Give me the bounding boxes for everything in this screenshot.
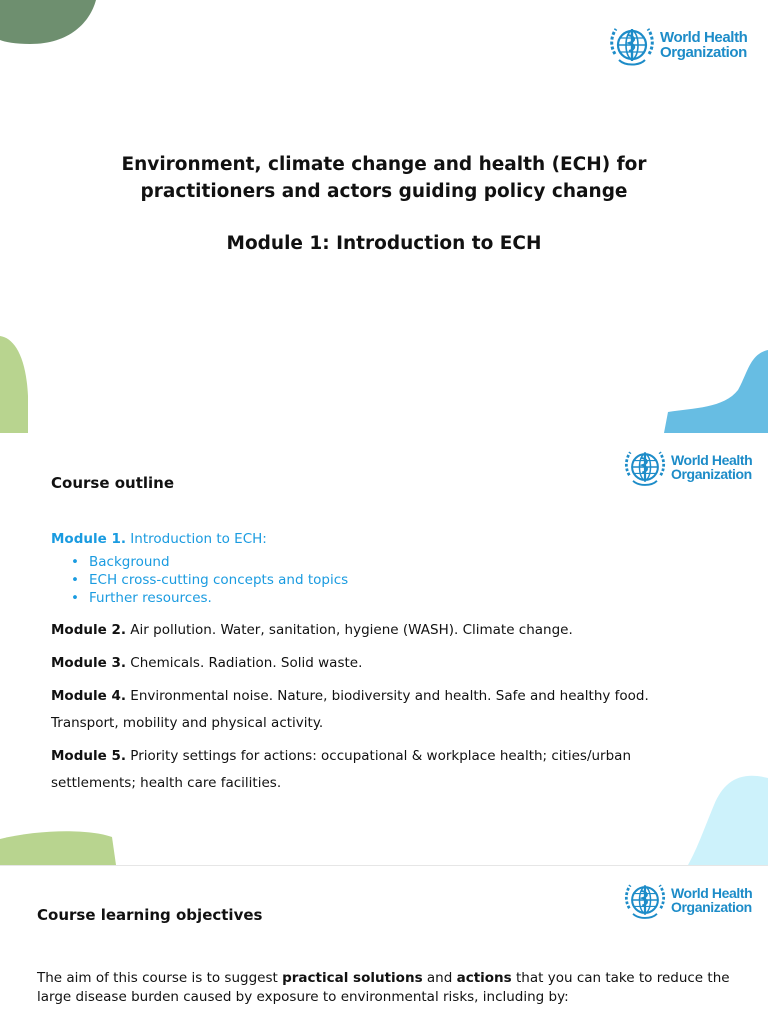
who-logo	[607, 20, 747, 70]
who-emblem-icon	[622, 877, 668, 923]
course-title	[0, 151, 768, 205]
who-logo-line2: Organization	[660, 44, 747, 61]
who-logo-line1: World Health	[660, 29, 748, 46]
module4-label: Module 4.	[51, 688, 126, 704]
course-title-line1: Environment, climate change and health (ECH) for	[121, 154, 647, 175]
learning-objectives-slide	[0, 866, 768, 1024]
learning-objectives-heading: Course learning objectives	[37, 906, 263, 924]
list-item: • ECH cross-cutting concepts and topics	[71, 571, 348, 589]
who-logo-line1: World Health	[671, 452, 753, 468]
intro-text-post: that you can take to reduce the large disease burden caused by exposure to environmental risks, including by:	[37, 970, 730, 1005]
module5-line	[51, 743, 716, 796]
module1-line	[51, 526, 267, 553]
module1-bullet-list	[71, 553, 348, 607]
module1-text: Introduction to ECH:	[126, 531, 267, 547]
who-logo-line1: World Health	[671, 885, 753, 901]
light-blue-leaf-decoration	[688, 775, 768, 865]
intro-paragraph	[37, 969, 747, 1007]
green-leaf-decoration-bottom	[0, 831, 118, 865]
intro-text-pre: The aim of this course is to suggest	[37, 970, 283, 986]
title-slide	[0, 0, 768, 433]
intro-bold-practical-solutions: practical solutions	[282, 970, 423, 986]
who-logo	[622, 444, 752, 490]
module5-label: Module 5.	[51, 748, 126, 764]
module3-text: Chemicals. Radiation. Solid waste.	[126, 655, 363, 671]
module2-line	[51, 617, 731, 644]
who-logo	[622, 877, 752, 923]
module3-label: Module 3.	[51, 655, 126, 671]
module1-label: Module 1.	[51, 531, 126, 547]
module2-text: Air pollution. Water, sanitation, hygiene (WASH). Climate change.	[126, 622, 573, 638]
module4-text: Environmental noise. Nature, biodiversity and health. Safe and healthy food. Transport, mobility and physical activity.	[51, 688, 649, 731]
who-emblem-icon	[622, 444, 668, 490]
module4-line	[51, 683, 711, 736]
module-title: Module 1: Introduction to ECH	[226, 233, 542, 254]
course-title-line2: practitioners and actors guiding policy change	[140, 181, 628, 202]
who-logo-line2: Organization	[671, 466, 752, 482]
list-item: • Background	[71, 553, 348, 571]
intro-text-mid: and	[422, 970, 457, 986]
green-leaf-decoration-top	[0, 0, 100, 48]
module5-text: Priority settings for actions: occupational & workplace health; cities/urban settlements; health care facilities.	[51, 748, 631, 791]
module3-line	[51, 650, 731, 677]
who-logo-line2: Organization	[671, 899, 752, 915]
intro-bold-actions: actions	[456, 970, 512, 986]
list-item: • Further resources.	[71, 589, 348, 607]
green-leaf-decoration-left	[0, 336, 30, 433]
module2-label: Module 2.	[51, 622, 126, 638]
who-emblem-icon	[607, 20, 657, 70]
course-outline-heading: Course outline	[51, 474, 175, 492]
blue-leaf-decoration-right	[664, 350, 768, 433]
course-outline-slide	[0, 433, 768, 865]
